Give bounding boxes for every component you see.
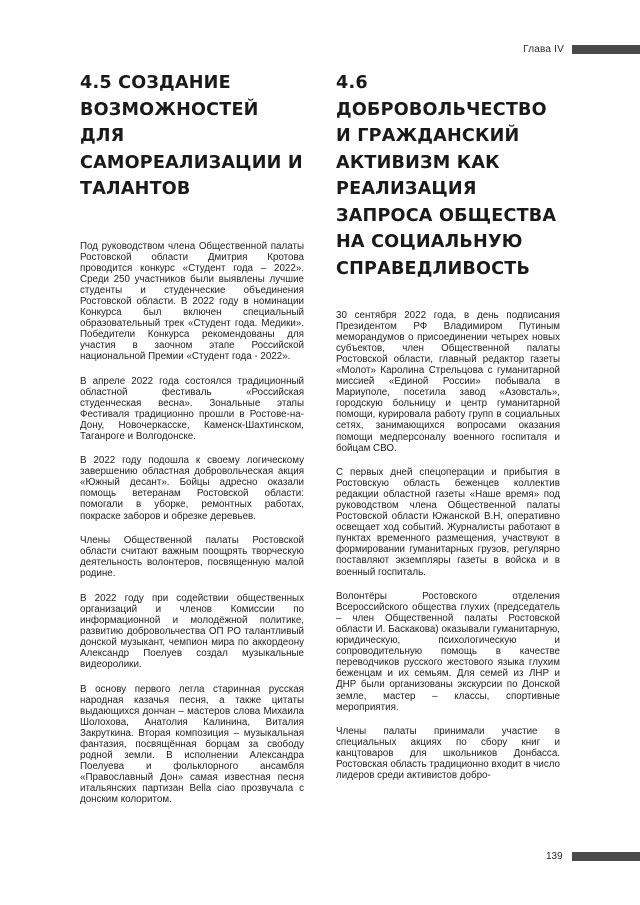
section-heading-4-5: 4.5 СОЗДАНИЕ ВОЗМОЖНОСТЕЙ ДЛЯ САМОРЕАЛИЗАЦИИ И ТАЛАНТОВ bbox=[80, 73, 303, 199]
left-body bbox=[80, 241, 304, 806]
section-heading-4-6: 4.6 ДОБРОВОЛЬЧЕСТВО И ГРАЖДАНСКИЙ АКТИВИЗМ КАК РЕАЛИЗАЦИЯ ЗАПРОСА ОБЩЕСТВА НА СОЦИАЛЬНУЮ СПРАВЕДЛИВОСТЬ bbox=[336, 73, 557, 279]
left-column bbox=[80, 70, 304, 819]
page-number: 139 bbox=[546, 851, 563, 862]
paragraph: Волонтёры Ростовского отделения Всероссийского общества глухих (председатель – член Общественной палаты Ростовской области И. Баскакова) оказывали гуманитарную, юридическую, психологическую и сопроводительную помощь в качестве переводчиков русского жестового языка глухим беженцам и их семьям. Для семей из ЛНР и ДНР были организованы экскурсии по Донской земле, мастер – классы, спортивные мероприятия. bbox=[336, 591, 560, 713]
right-body bbox=[336, 310, 560, 781]
chapter-label: Глава IV bbox=[523, 44, 564, 55]
paragraph: С первых дней спецоперации и прибытия в Ростовскую область беженцев коллектив редакции областной газеты «Наше время» под руководством члена Общественной палаты Ростовской области Южанской В.Н, оперативно освещает ход событий. Журналисты работают в пунктах временного размещения, участвуют в формировании гуманитарных грузов, регулярно поставляют экземпляры газеты в войска и в военный госпиталь. bbox=[336, 467, 560, 578]
paragraph: 30 сентября 2022 года, в день подписания Президентом РФ Владимиром Путиным меморандумов о присоединении четырех новых субъектов, член Общественной палаты Ростовской области, главный редактор газеты «Молот» Каролина Стрельцова с гуманитарной миссией «Единой России» побывала в Мариуполе, посетила завод «Азовсталь», городскую больницу и центр гуманитарной помощи, курировала работу групп в социальных сетях, занимающихся вопросами оказания помощи медперсоналу военного госпиталя и бойцам СВО. bbox=[336, 310, 560, 454]
paragraph: В 2022 году при содействии общественных организаций и членов Комиссии по информационной и молодёжной политике, развитию добровольчества ОП РО талантливый донской музыкант, чемпион мира по аккордеону Александр Поелуев создал музыкальные видеоролики. bbox=[80, 592, 304, 671]
page-number-bar bbox=[572, 852, 640, 861]
paragraph: Члены Общественной палаты Ростовской области считают важным поощрять творческую деятельность волонтеров, посвященную малой родине. bbox=[80, 535, 304, 580]
paragraph: В 2022 году подошла к своему логическому завершению областная добровольческая акция «Южный десант». Бойцы адресно оказали помощь ветеранам Ростовской области: помогали в уборке, ремонтных работах, покраске заборов и обрезке деревьев. bbox=[80, 455, 304, 522]
paragraph: Члены палаты принимали участие в специальных акциях по сбору книг и канцтоваров для школьников Донбасса. Ростовская область традиционно входит в число лидеров среди активистов добро- bbox=[336, 726, 560, 782]
paragraph: В основу первого легла старинная русская народная казачья песня, а также цитаты выдающихся дончан – мастеров слова Михаила Шолохова, Анатолия Калинина, Виталия Закруткина. Вторая композиция – музыкальная фантазия, посвящённая борцам за свободу родной земли. В исполнении Александра Поелуева и фольклорного ансамбля «Православный Дон» самая известная песня итальянских партизан Bella ciao прозвучала с донским колоритом. bbox=[80, 683, 304, 806]
paragraph: В апреле 2022 года состоялся традиционный областной фестиваль «Российская студенческая весна». Зональные этапы Фестиваля традиционно прошли в Ростове-на-Дону, Новочеркасске, Каменск-Шахтинском, Таганроге и Волгодонске. bbox=[80, 375, 304, 442]
right-column bbox=[336, 70, 560, 795]
paragraph: Под руководством члена Общественной палаты Ростовской области Дмитрия Кротова проводится конкурс «Студент года – 2022». Среди 250 участников были выявлены лучшие студенты и студенческие объединения Ростовской области. В 2022 году в номинации Конкурса был включен специальный образовательный трек «Студент года. Медики». Победители Конкурса рекомендованы для участия в заочном этапе Российской национальной Премии «Студент года - 2022». bbox=[80, 240, 304, 362]
chapter-bar bbox=[572, 45, 640, 54]
